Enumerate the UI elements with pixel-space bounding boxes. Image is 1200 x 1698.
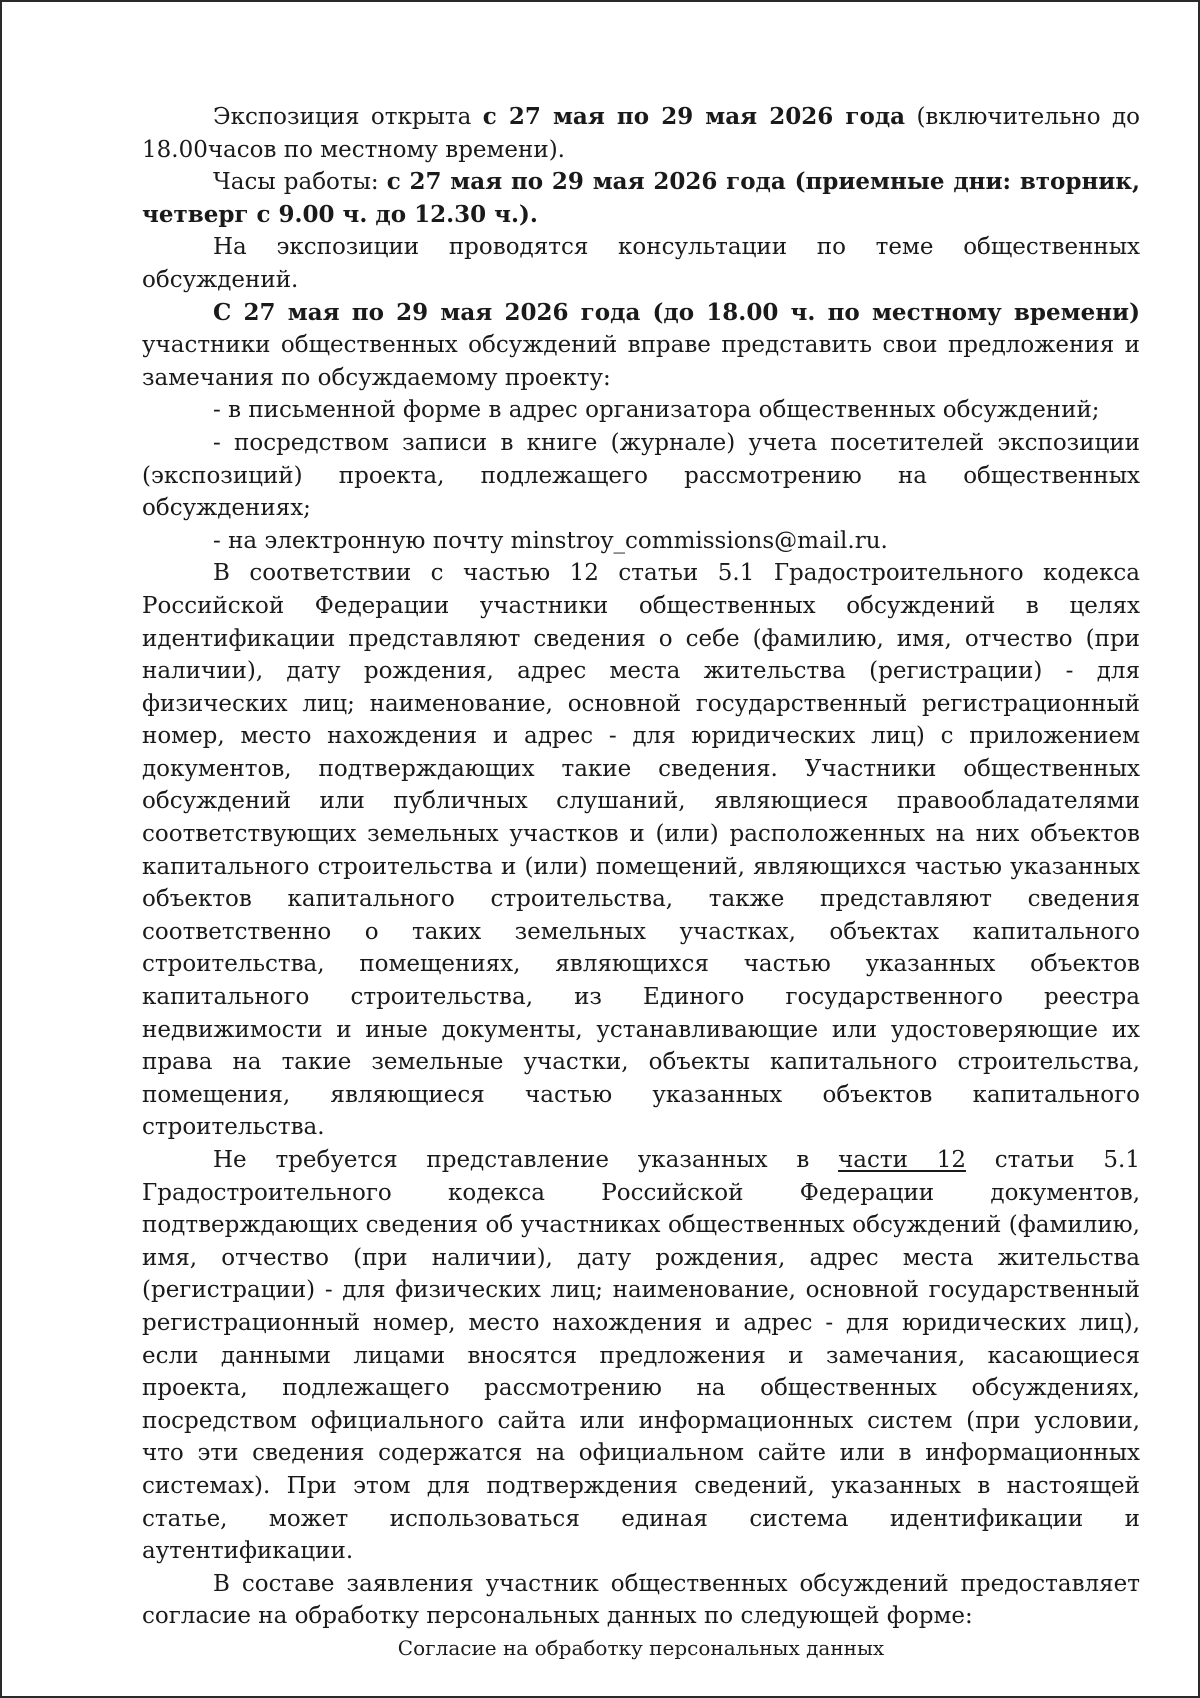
text-run: Экспозиция открыта [213,104,483,130]
text-run: - на электронную почту minstroy_commissions@mail.ru. [213,527,888,554]
list-item-written [142,394,1140,427]
paragraph-exposition-open [142,101,1140,166]
list-item-book [142,427,1140,525]
paragraph-consultations [142,231,1140,296]
paragraph-working-hours [142,166,1140,231]
text-run: В составе заявления участник общественных обсуждений предоставляет согласие на обработку персональных данных по следующей форме: [142,1570,1140,1630]
text-run: участники общественных обсуждений вправе представить свои предложения и замечания по обсуждаемому проекту: [142,332,1140,391]
bold-proposals-period: С 27 мая по 29 мая 2026 года (до 18.00 ч. по местному времени) [213,298,1140,326]
text-run: - посредством записи в книге (журнале) учета посетителей экспозиции (экспозиций) проекта, подлежащего рассмотрению на общественных обсуждениях; [142,429,1140,522]
text-run: Не требуется представление указанных в [213,1147,839,1173]
text-run: - в письменной форме в адрес организатора общественных обсуждений; [213,397,1100,424]
text-run: На экспозиции проводятся консультации по теме общественных обсуждений. [142,234,1140,293]
bold-working-hours: с 27 мая по 29 мая 2026 года (приемные дни: вторник, четверг с 9.00 ч. до 12.30 ч.). [142,168,1140,228]
document-body [142,101,1140,1663]
text-run: статьи 5.1 Градостроительного кодекса Российской Федерации документов, подтверждающих сведения об участниках общественных обсуждений (фамилию, имя, отчество (при наличии), дату рождения, адрес места жительства (регистрации) - для физических лиц; наименование, основной государственный регистрационный номер, место нахождения и адрес - для юридических лиц), если данными лицами вносятся предложения и замечания, касающиеся проекта, подлежащего рассмотрению на общественных обсуждениях, посредством официального сайта или информационных систем (при условии, что эти сведения содержатся на официальном сайте или в информационных системах). При этом для подтверждения сведений, указанных в настоящей статье, может использоваться единая система идентификации и аутентификации. [142,1147,1140,1565]
text-run: Часы работы: [213,169,387,196]
paragraph-proposals-period [142,297,1140,395]
law-reference-link[interactable]: части 12 [838,1147,966,1173]
text-run: (включительно до 18.00часов по местному времени). [142,104,1140,163]
text-run: В соответствии с частью 12 статьи 5.1 Градостроительного кодекса Российской Федерации участники общественных обсуждений в целях идентификации представляют сведения о себе (фамилию, имя, отчество (при наличии), дату рождения, адрес места жительства (регистрации) - для физических лиц; наименование, основной государственный регистрационный номер, место нахождения и адрес - для юридических лиц) с приложением документов, подтверждающих такие сведения. Участники общественных обсуждений или публичных слушаний, являющиеся правообладателями соответствующих земельных участков и (или) расположенных на них объектов капитального строительства и (или) помещений, являющихся частью указанных объектов капитального строительства, также представляют сведения соответственно о таких земельных участках, объектах капитального строительства, помещениях, являющихся частью указанных объектов капитального строительства, из Единого государственного реестра недвижимости и иные документы, устанавливающие или удостоверяющие их права на такие земельные участки, объекты капитального строительства, помещения, являющиеся частью указанных объектов капитального строительства. [142,560,1140,1141]
form-caption: Согласие на обработку персональных данных [397,1635,885,1660]
paragraph-identification [142,557,1140,1144]
paragraph-consent [142,1568,1140,1633]
list-item-email [142,525,1140,558]
bold-date-range: с 27 мая по 29 мая 2026 года [482,103,906,130]
paragraph-not-required [142,1144,1140,1568]
